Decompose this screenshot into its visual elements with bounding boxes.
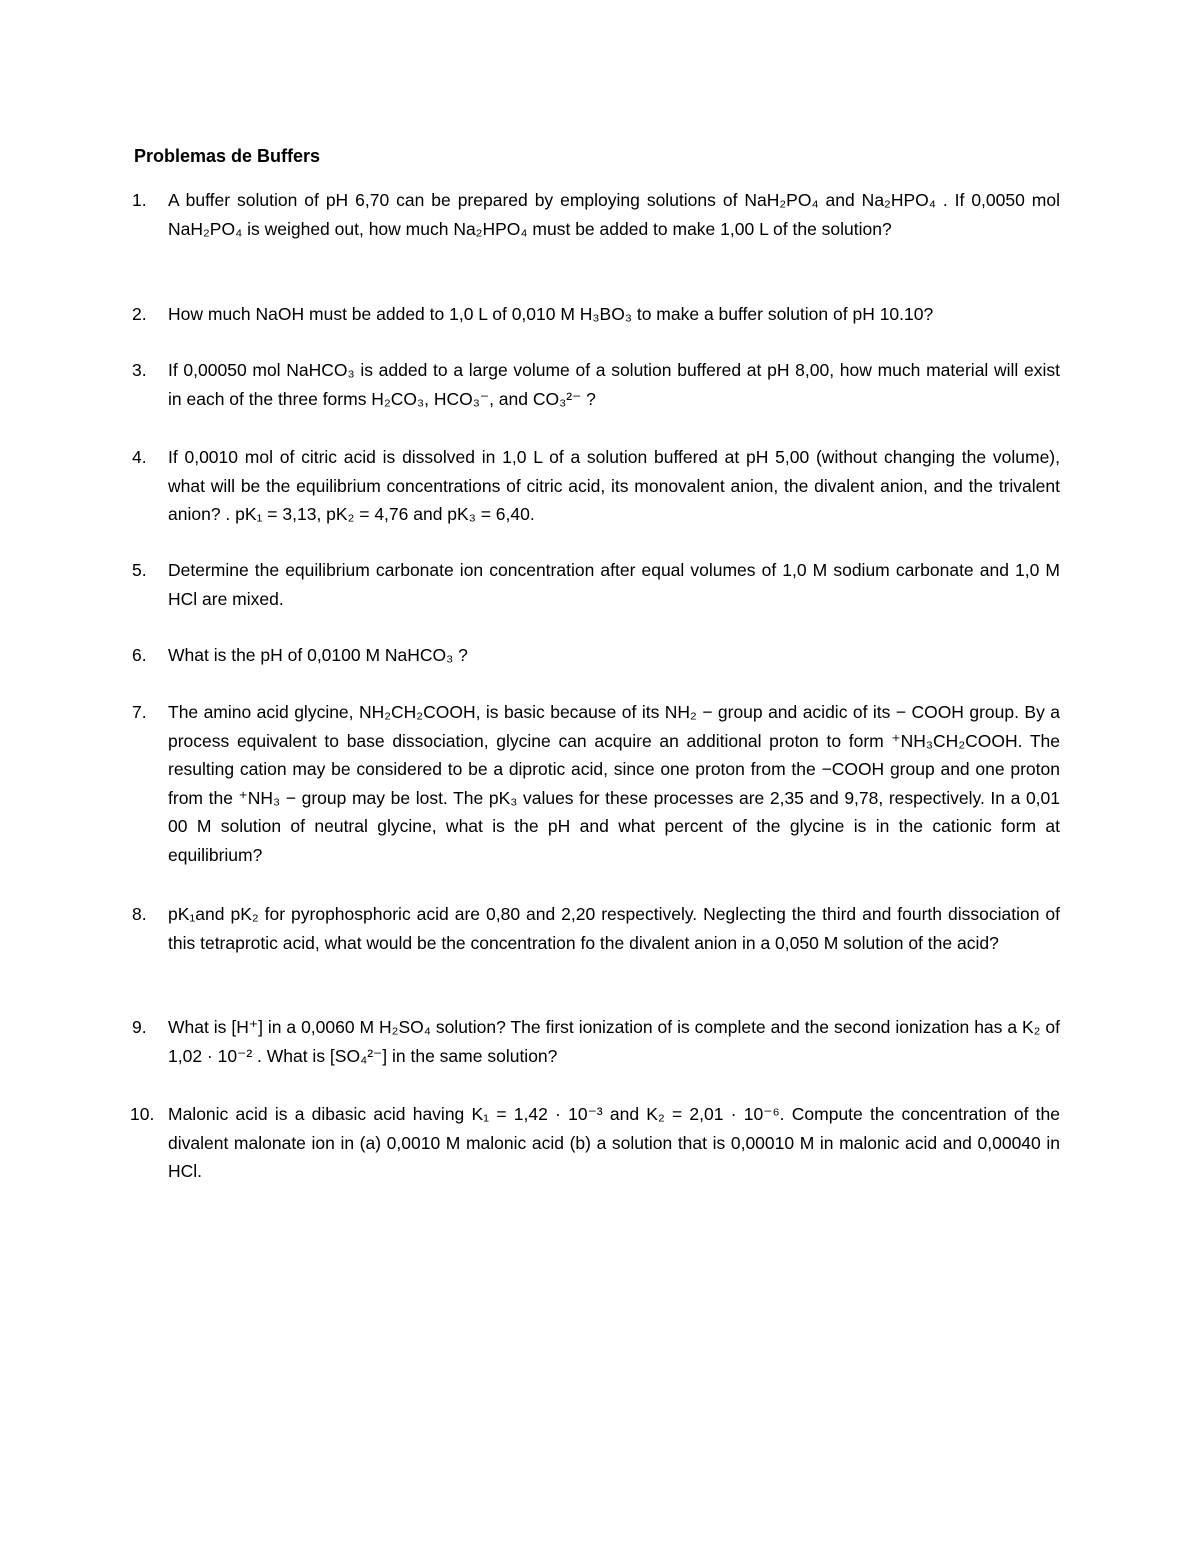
problem-text: What is [H⁺] in a 0,0060 M H₂SO₄ solution? The first ionization of is complete and the second ionization has a K₂ of 1,02 · 10⁻² . What is [SO₄²⁻] in the same solution? xyxy=(168,1017,1060,1066)
problem-number: 2. xyxy=(132,304,147,324)
problem-number: 10. xyxy=(130,1104,155,1124)
problem-number: 6. xyxy=(132,645,147,665)
problem-number: 7. xyxy=(132,702,147,722)
problem-number: 5. xyxy=(132,560,147,580)
problem-item-2 xyxy=(132,300,1060,329)
problem-item-1 xyxy=(132,186,1060,243)
problem-number: 4. xyxy=(132,447,147,467)
problem-number: 9. xyxy=(132,1017,147,1037)
problem-number: 8. xyxy=(132,904,147,924)
problem-item-10 xyxy=(132,1100,1060,1186)
problem-item-8 xyxy=(132,900,1060,957)
problem-item-9 xyxy=(132,1013,1060,1070)
problem-text: The amino acid glycine, NH₂CH₂COOH, is basic because of its NH₂ − group and acidic of its − COOH group. By a process equivalent to base dissociation, glycine can acquire an additional proton to form ⁺NH₃CH₂COOH. The resulting cation may be considered to be a diprotic acid, since one proton from the −COOH group and one proton from the ⁺NH₃ − group may be lost. The pK₃ values for these processes are 2,35 and 9,78, respectively. In a 0,01 00 M solution of neutral glycine, what is the pH and what percent of the glycine is in the cationic form at equilibrium? xyxy=(168,702,1060,865)
problem-text: How much NaOH must be added to 1,0 L of 0,010 M H₃BO₃ to make a buffer solution of pH 10.10? xyxy=(168,304,934,324)
page-title: Problemas de Buffers xyxy=(134,146,321,166)
problem-item-6 xyxy=(132,641,1060,670)
problem-item-7 xyxy=(132,698,1060,869)
problem-text: What is the pH of 0,0100 M NaHCO₃ ? xyxy=(168,645,468,665)
problem-text: A buffer solution of pH 6,70 can be prepared by employing solutions of NaH₂PO₄ and Na₂HPO₄ . If 0,0050 mol NaH₂PO₄ is weighed out, how much Na₂HPO₄ must be added to make 1,00 L of the solution? xyxy=(168,190,1060,239)
problem-item-5 xyxy=(132,556,1060,613)
problem-number: 1. xyxy=(132,190,147,210)
problem-text: Determine the equilibrium carbonate ion concentration after equal volumes of 1,0 M sodium carbonate and 1,0 M HCl are mixed. xyxy=(168,560,1060,609)
problem-text: If 0,0010 mol of citric acid is dissolved in 1,0 L of a solution buffered at pH 5,00 (without changing the volume), what will be the equilibrium concentrations of citric acid, its monovalent anion, the divalent anion, and the trivalent anion? . pK₁ = 3,13, pK₂ = 4,76 and pK₃ = 6,40. xyxy=(168,447,1060,524)
problem-item-4 xyxy=(132,443,1060,529)
problem-text: pK₁and pK₂ for pyrophosphoric acid are 0,80 and 2,20 respectively. Neglecting the third and fourth dissociation of this tetraprotic acid, what would be the concentration fo the divalent anion in a 0,050 M solution of the acid? xyxy=(168,904,1060,953)
problem-item-3 xyxy=(132,356,1060,413)
problem-text: Malonic acid is a dibasic acid having K₁ = 1,42 · 10⁻³ and K₂ = 2,01 · 10⁻⁶. Compute the concentration of the divalent malonate ion in (a) 0,0010 M malonic acid (b) a solution that is 0,00010 M in malonic acid and 0,00040 in HCl. xyxy=(168,1104,1060,1181)
problem-text: If 0,00050 mol NaHCO₃ is added to a large volume of a solution buffered at pH 8,00, how much material will exist in each of the three forms H₂CO₃, HCO₃⁻, and CO₃²⁻ ? xyxy=(168,360,1060,409)
problem-number: 3. xyxy=(132,360,147,380)
